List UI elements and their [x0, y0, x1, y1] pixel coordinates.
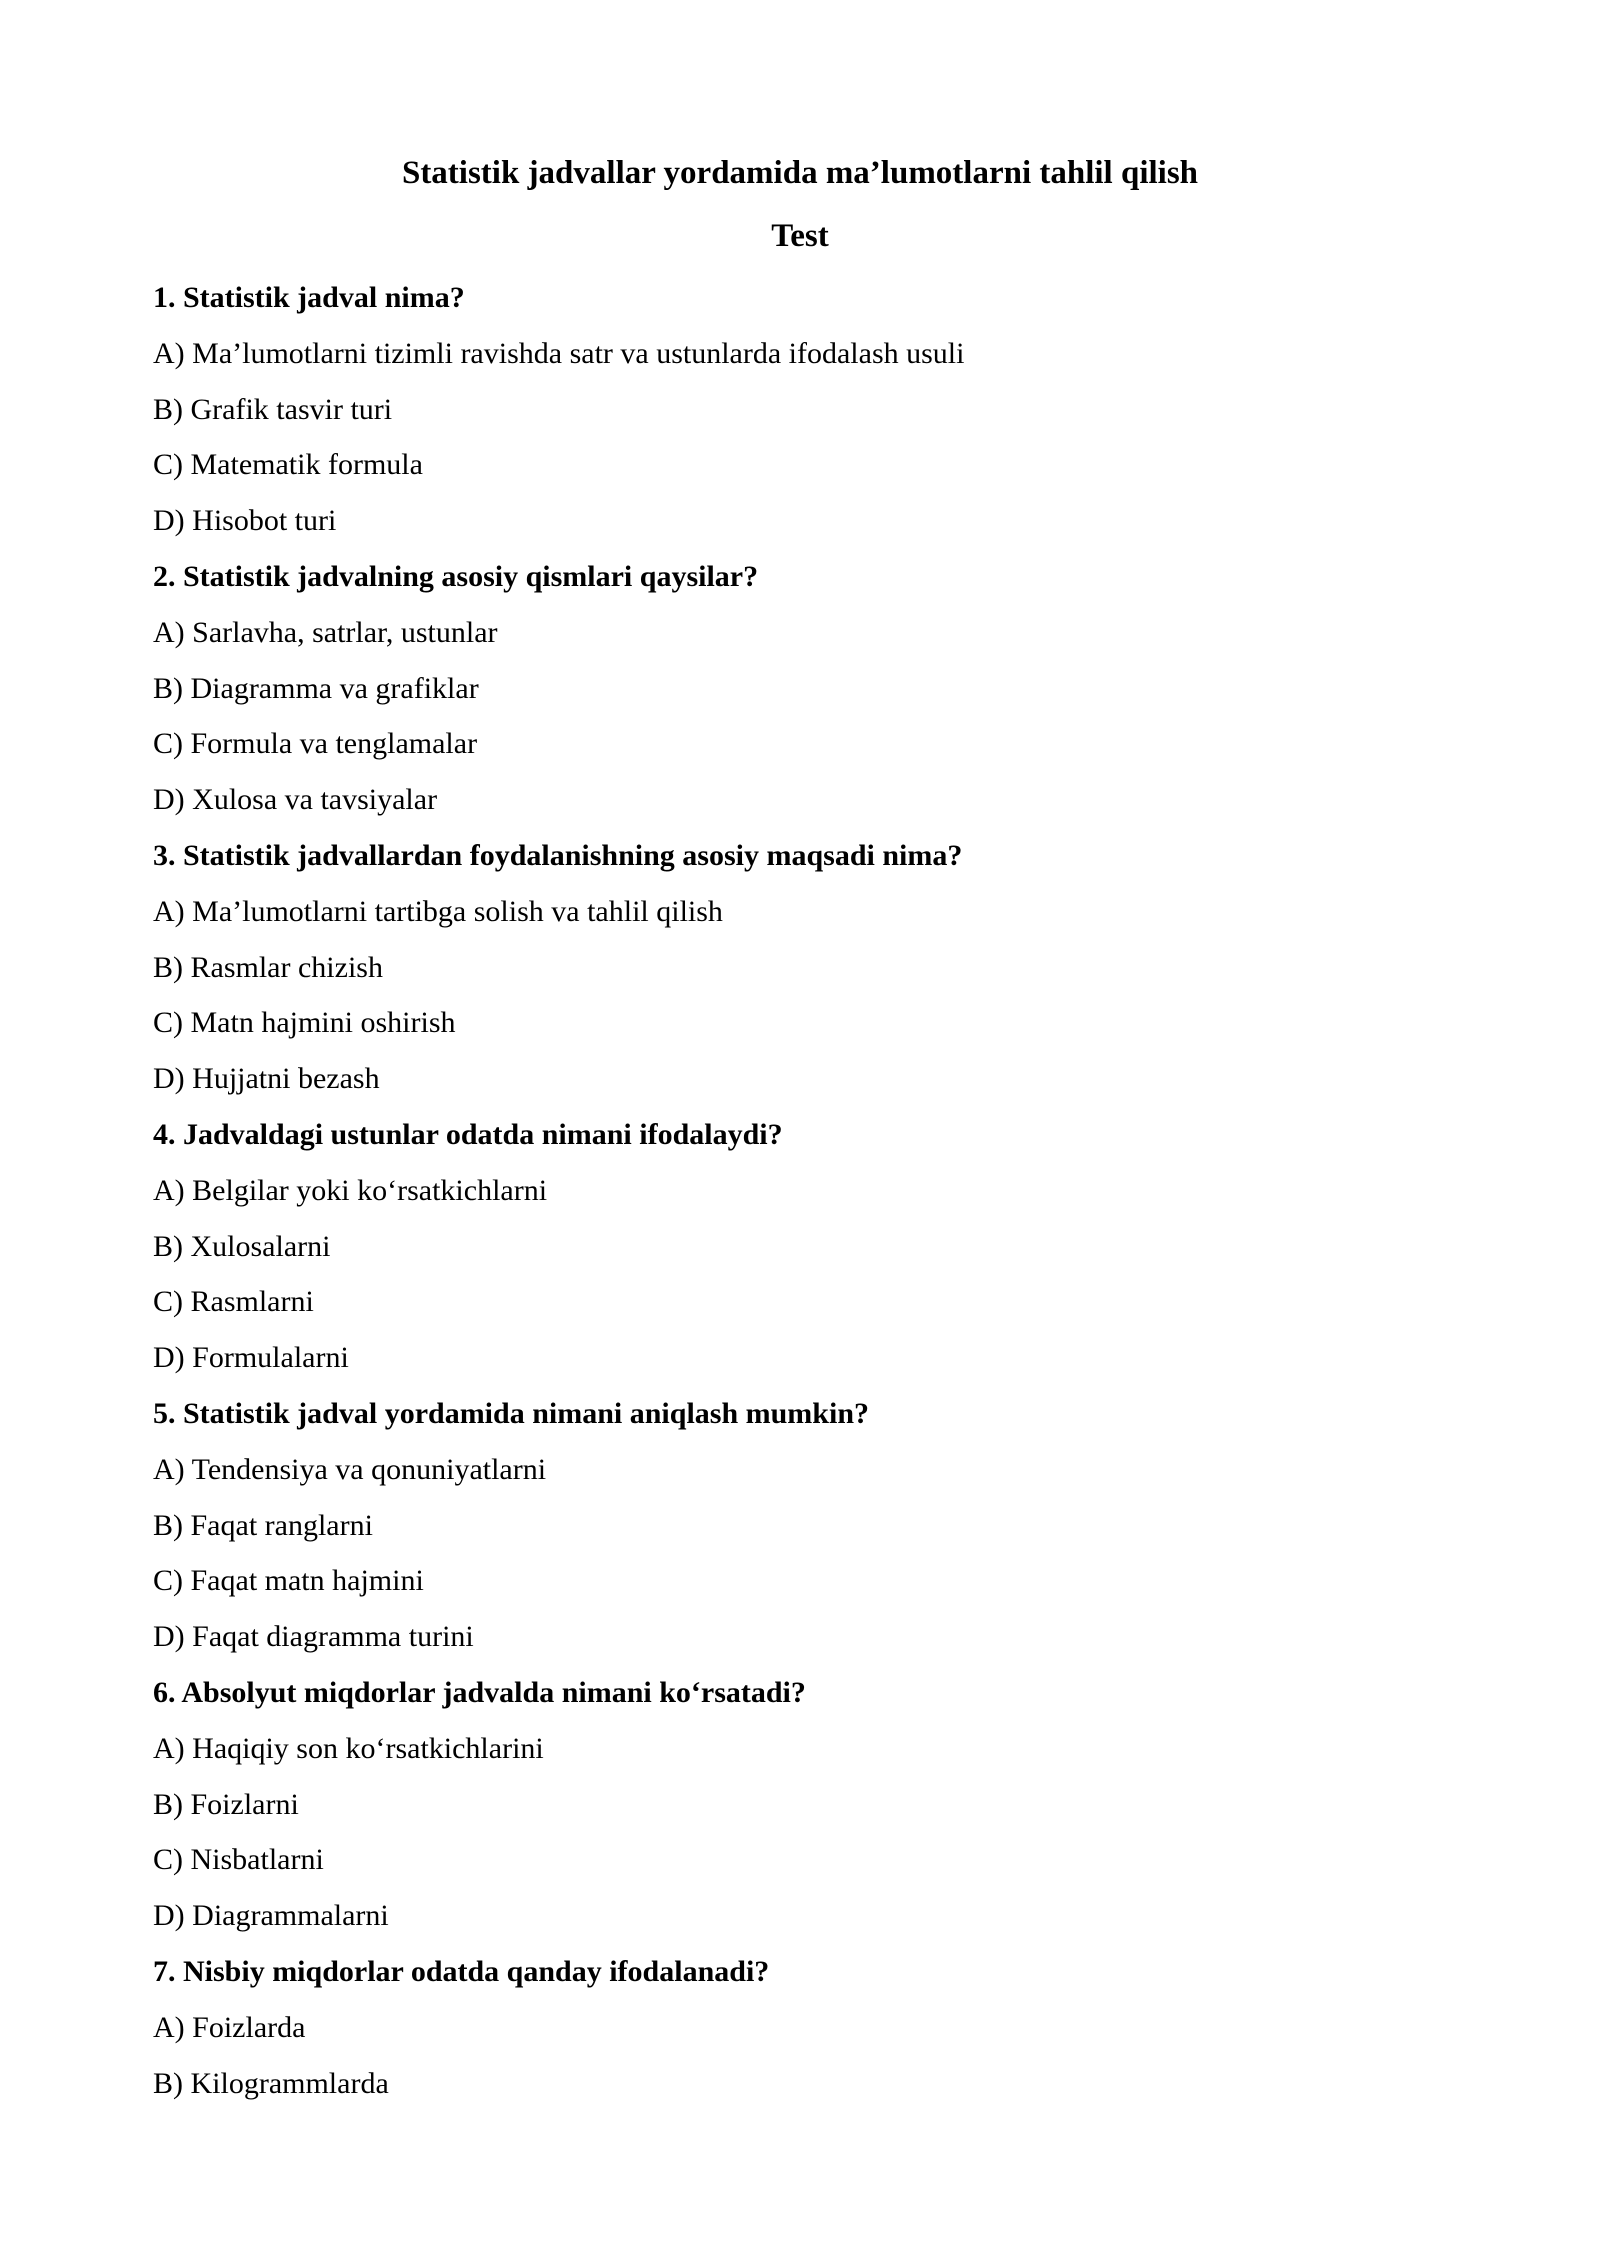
question-4-option-b: B) Xulosalarni: [153, 1229, 331, 1263]
question-3-option-b: B) Rasmlar chizish: [153, 950, 383, 984]
question-5-option-d: D) Faqat diagramma turini: [153, 1620, 474, 1654]
question-6-option-a: A) Haqiqiy son ko‘rsatkichlarini: [153, 1731, 544, 1765]
question-2-option-b: B) Diagramma va grafiklar: [153, 671, 479, 705]
question-6-option-c: C) Nisbatlarni: [153, 1843, 324, 1877]
question-4-option-d: D) Formulalarni: [153, 1341, 349, 1375]
question-5-option-a: A) Tendensiya va qonuniyatlarni: [153, 1452, 547, 1486]
question-2: 2. Statistik jadvalning asosiy qismlari qaysilar?: [153, 559, 759, 593]
question-1-option-b: B) Grafik tasvir turi: [153, 392, 393, 426]
question-6-option-d: D) Diagrammalarni: [153, 1899, 389, 1933]
question-3: 3. Statistik jadvallardan foydalanishning asosiy maqsadi nima?: [153, 838, 963, 872]
question-7-option-a: A) Foizlarda: [153, 2010, 306, 2044]
question-4: 4. Jadvaldagi ustunlar odatda nimani ifodalaydi?: [153, 1117, 783, 1151]
question-1: 1. Statistik jadval nima?: [153, 281, 465, 314]
question-1-option-a: A) Ma’lumotlarni tizimli ravishda satr va ustunlarda ifodalash usuli: [153, 336, 965, 370]
question-1-option-c: C) Matematik formula: [153, 448, 423, 482]
question-2-option-d: D) Xulosa va tavsiyalar: [153, 783, 438, 817]
question-7-option-b: B) Kilogrammlarda: [153, 2066, 389, 2100]
question-list: [153, 276, 1453, 2117]
document-subtitle: Test: [771, 218, 829, 254]
question-5: 5. Statistik jadval yordamida nimani aniqlash mumkin?: [153, 1396, 870, 1430]
document-title: Statistik jadvallar yordamida ma’lumotlarni tahlil qilish: [401, 155, 1199, 191]
question-2-option-a: A) Sarlavha, satrlar, ustunlar: [153, 615, 498, 649]
question-4-option-c: C) Rasmlarni: [153, 1285, 314, 1319]
question-5-option-c: C) Faqat matn hajmini: [153, 1564, 424, 1598]
question-7: 7. Nisbiy miqdorlar odatda qanday ifodalanadi?: [153, 1954, 770, 1988]
question-3-option-c: C) Matn hajmini oshirish: [153, 1006, 456, 1040]
question-4-option-a: A) Belgilar yoki ko‘rsatkichlarni: [153, 1173, 548, 1207]
question-5-option-b: B) Faqat ranglarni: [153, 1508, 373, 1542]
question-2-option-c: C) Formula va tenglamalar: [153, 727, 478, 761]
question-6: 6. Absolyut miqdorlar jadvalda nimani ko‘rsatadi?: [153, 1675, 806, 1709]
question-3-option-d: D) Hujjatni bezash: [153, 1062, 380, 1096]
question-3-option-a: A) Ma’lumotlarni tartibga solish va tahlil qilish: [153, 894, 723, 928]
question-1-option-d: D) Hisobot turi: [153, 504, 337, 538]
question-6-option-b: B) Foizlarni: [153, 1787, 299, 1821]
